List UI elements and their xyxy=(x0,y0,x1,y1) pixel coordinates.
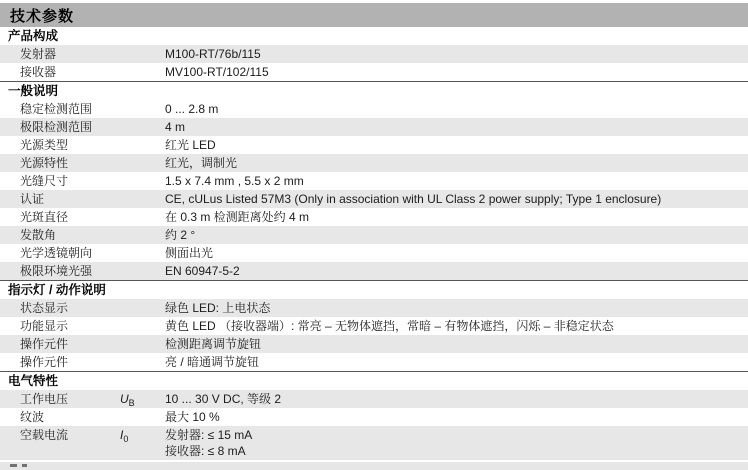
spec-row xyxy=(0,353,748,371)
spec-row-symbol xyxy=(120,190,165,208)
spec-table xyxy=(0,27,748,460)
spec-row xyxy=(0,390,748,408)
spec-row-symbol xyxy=(120,353,165,371)
symbol-subscript: 0 xyxy=(123,434,129,444)
spec-row-symbol xyxy=(120,244,165,262)
spec-row-symbol xyxy=(120,154,165,172)
clipped-glyph-mark xyxy=(22,464,27,467)
value-text: 4 m xyxy=(165,120,186,134)
spec-row-label: 发射器 xyxy=(20,47,57,61)
clipped-next-section xyxy=(0,462,748,470)
spec-row-label: 发散角 xyxy=(20,228,57,242)
spec-row-label: 光源特性 xyxy=(20,156,69,170)
spec-row-value xyxy=(165,154,748,172)
spec-row-value xyxy=(165,208,748,226)
spec-row-label: 稳定检测范围 xyxy=(20,102,93,116)
spec-row-symbol xyxy=(120,118,165,136)
value-line: 接收器: ≤ 8 mA xyxy=(165,444,246,458)
spec-row xyxy=(0,317,748,335)
spec-row-label: 接收器 xyxy=(20,65,57,79)
value-text: 亮 / 暗通调节旋钮 xyxy=(165,355,260,369)
spec-row-value xyxy=(165,100,748,118)
spec-row-label: 空载电流 xyxy=(20,428,69,442)
spec-row-label: 极限检测范围 xyxy=(20,120,93,134)
spec-row xyxy=(0,408,748,426)
spec-section-title: 产品构成 xyxy=(8,29,59,43)
spec-row xyxy=(0,208,748,226)
spec-row-label: 工作电压 xyxy=(20,392,69,406)
spec-section-rows xyxy=(0,100,748,280)
spec-row-value xyxy=(165,63,748,81)
spec-row-label: 光源类型 xyxy=(20,138,69,152)
spec-row-symbol xyxy=(120,317,165,335)
spec-row-symbol xyxy=(120,262,165,280)
value-text: 1.5 x 7.4 mm , 5.5 x 2 mm xyxy=(165,174,304,188)
value-text: MV100-RT/102/115 xyxy=(165,65,269,79)
spec-row-symbol xyxy=(120,172,165,190)
page-title: 技术参数 xyxy=(10,7,75,25)
spec-row-value xyxy=(165,335,748,353)
spec-section-title: 电气特性 xyxy=(0,371,748,390)
spec-row-symbol xyxy=(120,335,165,353)
spec-section-title: 一般说明 xyxy=(0,81,748,100)
spec-row-label: 极限环境光强 xyxy=(20,264,93,278)
spec-row-value xyxy=(165,408,748,426)
spec-row-value xyxy=(165,136,748,154)
spec-row-value xyxy=(165,427,748,460)
value-text: 在 0.3 m 检测距离处约 4 m xyxy=(165,210,310,224)
value-text: 红光，调制光 xyxy=(165,156,238,170)
spec-row-label: 功能显示 xyxy=(20,319,69,333)
spec-row xyxy=(0,426,748,460)
spec-row-value xyxy=(165,45,748,63)
spec-row xyxy=(0,136,748,154)
spec-row-label: 认证 xyxy=(20,192,45,206)
value-text: 检测距离调节旋钮 xyxy=(165,337,262,351)
spec-section-title: 指示灯 / 动作说明 xyxy=(0,280,748,299)
spec-row-symbol xyxy=(120,390,165,408)
spec-row xyxy=(0,190,748,208)
spec-row xyxy=(0,100,748,118)
spec-row-label: 操作元件 xyxy=(20,355,69,369)
spec-section xyxy=(0,27,748,81)
spec-section-rows xyxy=(0,45,748,81)
value-text: 0 ... 2.8 m xyxy=(165,102,219,116)
value-line: 发射器: ≤ 15 mA xyxy=(165,428,253,442)
spec-section xyxy=(0,280,748,371)
value-text: 侧面出光 xyxy=(165,246,214,260)
spec-row xyxy=(0,154,748,172)
value-text: 红光 LED xyxy=(165,138,216,152)
spec-row-symbol xyxy=(120,136,165,154)
spec-row-label: 光缝尺寸 xyxy=(20,174,69,188)
spec-row-symbol xyxy=(120,100,165,118)
spec-row-symbol xyxy=(120,427,165,460)
spec-row xyxy=(0,45,748,63)
spec-row-symbol xyxy=(120,45,165,63)
spec-row xyxy=(0,63,748,81)
spec-row-value xyxy=(165,317,748,335)
spec-row-symbol xyxy=(120,299,165,317)
spec-row-symbol xyxy=(120,208,165,226)
spec-row xyxy=(0,244,748,262)
spec-row xyxy=(0,335,748,353)
spec-row-label: 光学透镜朝向 xyxy=(20,246,93,260)
spec-row-label: 纹波 xyxy=(20,410,45,424)
value-text: M100-RT/76b/115 xyxy=(165,47,261,61)
spec-row-value xyxy=(165,353,748,371)
spec-section xyxy=(0,81,748,280)
spec-row-value xyxy=(165,190,748,208)
value-text: 最大 10 % xyxy=(165,410,220,424)
spec-section-rows xyxy=(0,299,748,371)
spec-row-value xyxy=(165,262,748,280)
symbol-base: I xyxy=(120,428,124,442)
spec-row-value xyxy=(165,299,748,317)
spec-row xyxy=(0,226,748,244)
spec-row-label: 状态显示 xyxy=(20,301,69,315)
spec-row-symbol xyxy=(120,63,165,81)
spec-row xyxy=(0,118,748,136)
spec-row-label: 光斑直径 xyxy=(20,210,69,224)
spec-section-rows xyxy=(0,390,748,460)
spec-row xyxy=(0,299,748,317)
spec-row-value xyxy=(165,172,748,190)
section-title-bar xyxy=(0,3,748,27)
value-text: 绿色 LED: 上电状态 xyxy=(165,301,271,315)
spec-row-value xyxy=(165,226,748,244)
value-text: EN 60947-5-2 xyxy=(165,264,240,278)
value-text: 约 2 ° xyxy=(165,228,196,242)
value-text: CE, cULus Listed 57M3 (Only in association with UL Class 2 power supply; Type 1 enclosure) xyxy=(165,192,662,206)
clipped-glyph-mark xyxy=(10,464,17,467)
spec-row-value xyxy=(165,390,748,408)
spec-row xyxy=(0,172,748,190)
spec-row xyxy=(0,262,748,280)
spec-section xyxy=(0,371,748,460)
symbol-subscript: B xyxy=(128,398,135,408)
spec-row-symbol xyxy=(120,408,165,426)
spec-row-label: 操作元件 xyxy=(20,337,69,351)
spec-row-symbol xyxy=(120,226,165,244)
value-text: 黄色 LED （接收器端）: 常亮 – 无物体遮挡，常暗 – 有物体遮挡，闪烁 – 非稳定状态 xyxy=(165,319,614,333)
spec-row-value xyxy=(165,244,748,262)
spec-row-value xyxy=(165,118,748,136)
value-text: 10 ... 30 V DC, 等级 2 xyxy=(165,392,282,406)
symbol-base: U xyxy=(120,392,129,406)
